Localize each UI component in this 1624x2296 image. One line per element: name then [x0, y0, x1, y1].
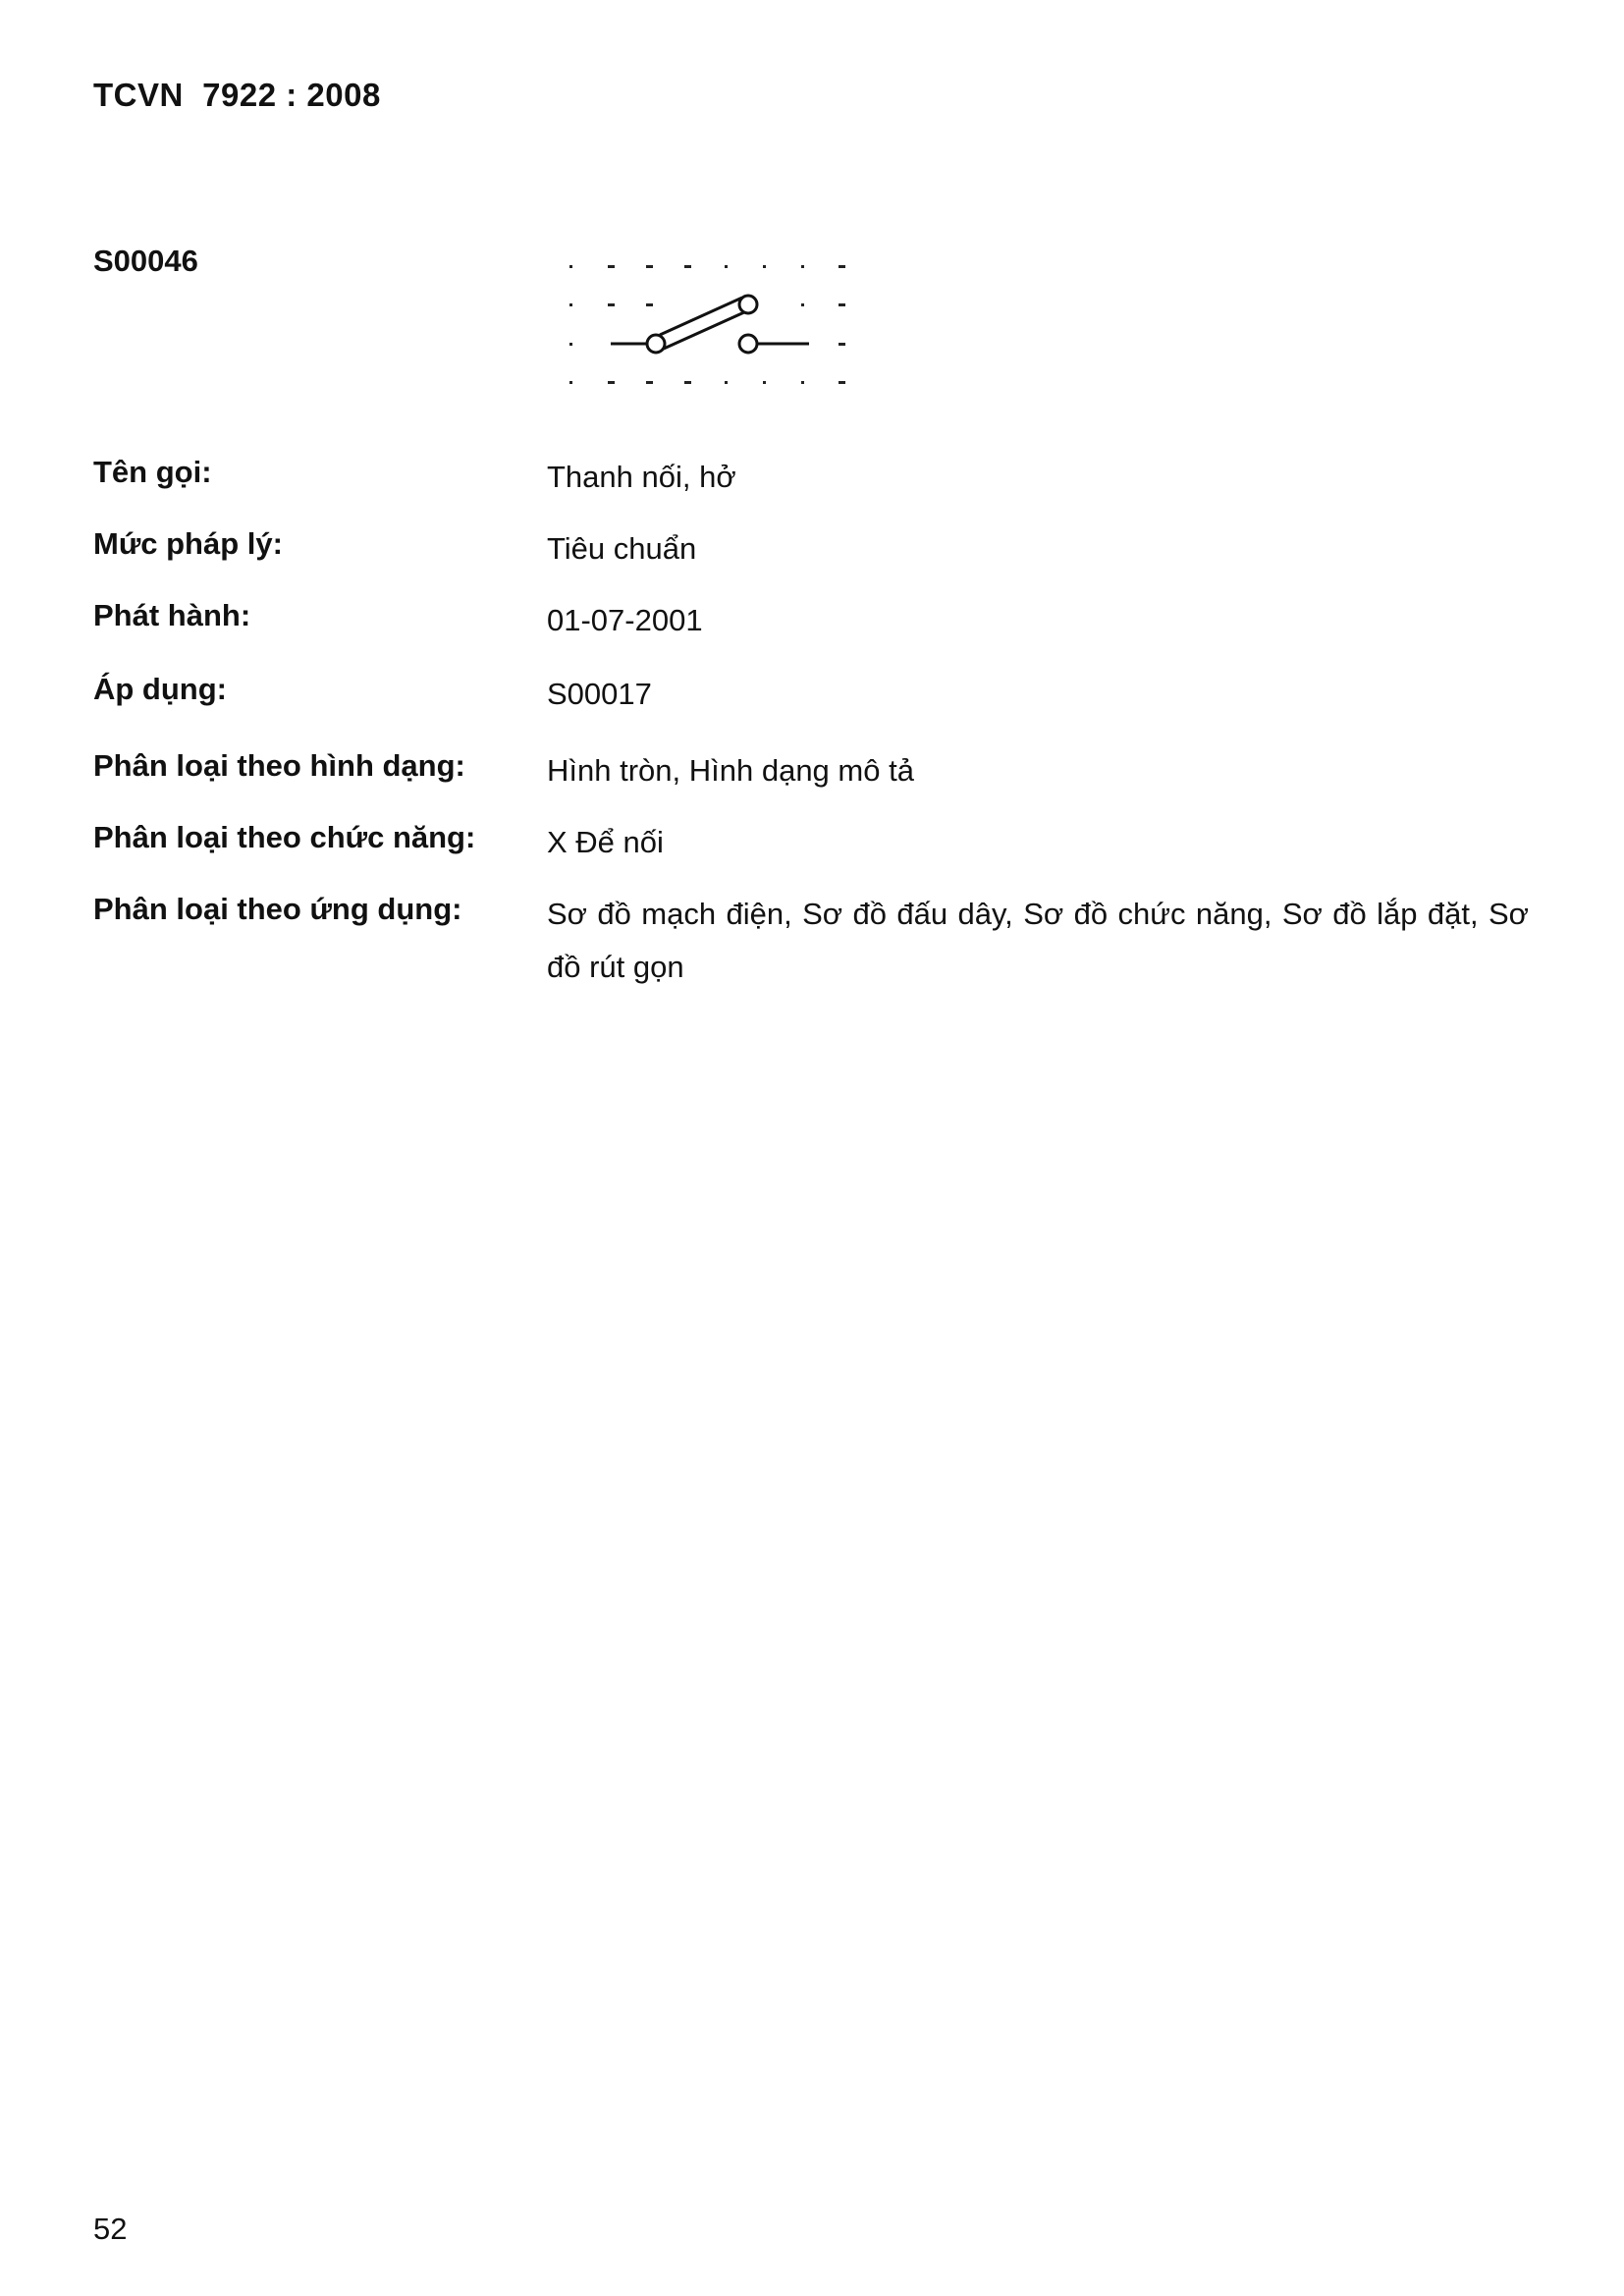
field-value: Sơ đồ mạch điện, Sơ đồ đấu dây, Sơ đồ chức năng, Sơ đồ lắp đặt, Sơ đồ rút gọn: [547, 897, 1529, 984]
field-value: Tiêu chuẩn: [547, 531, 697, 566]
field-value: S00017: [547, 677, 652, 711]
field-label: Tên gọi:: [93, 455, 212, 489]
field-label: Phân loại theo chức năng:: [93, 820, 476, 854]
field-label: Phát hành:: [93, 598, 251, 632]
symbol-code: S00046: [93, 244, 198, 278]
field-label: Áp dụng:: [93, 672, 228, 706]
page-number: 52: [93, 2212, 128, 2246]
field-value: X Để nối: [547, 825, 664, 859]
field-value: 01-07-2001: [547, 603, 703, 637]
link-drawing: [611, 296, 809, 353]
field-value: Hình tròn, Hình dạng mô tả: [547, 753, 914, 788]
field-label: Phân loại theo ứng dụng:: [93, 892, 462, 926]
field-label: Phân loại theo hình dạng:: [93, 748, 465, 783]
field-value: Thanh nối, hở: [547, 460, 736, 494]
dot-grid: [569, 265, 845, 384]
field-label: Mức pháp lý:: [93, 526, 283, 561]
document-header: TCVN 7922 : 2008: [93, 77, 381, 113]
open-link-symbol-icon: [560, 250, 864, 393]
